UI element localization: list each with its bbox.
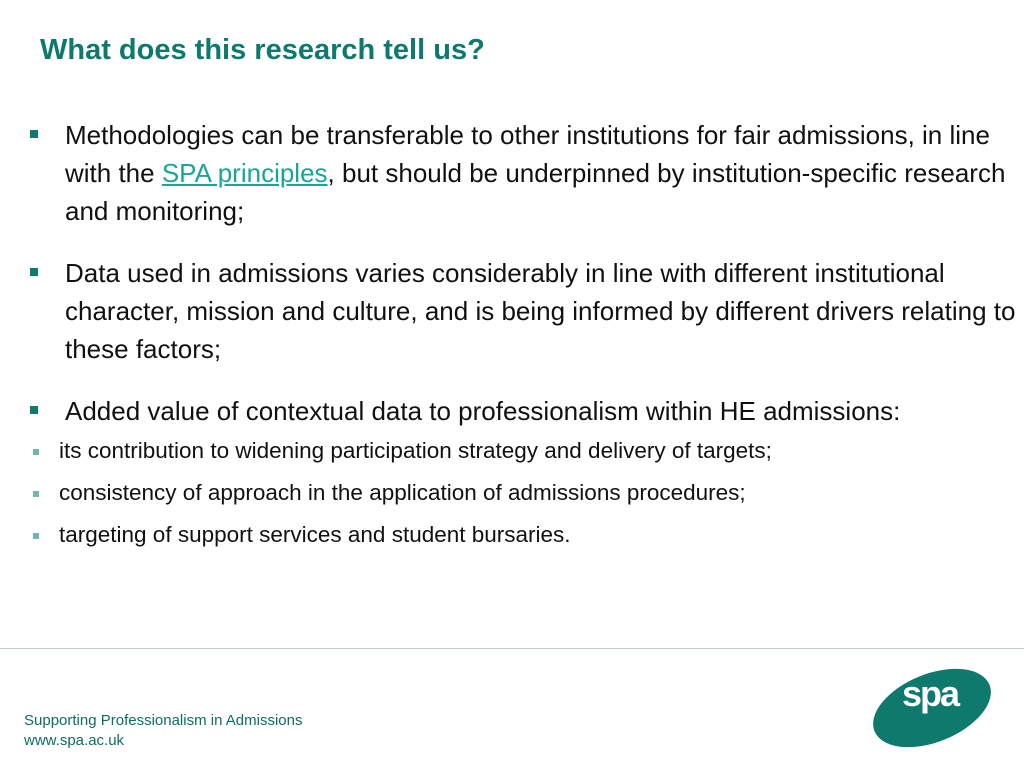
small-square-bullet-icon [33, 491, 39, 497]
sub-bullet-item [28, 520, 1018, 550]
sub-bullet-item [28, 436, 1018, 466]
bullet-item [28, 116, 1018, 230]
bullet-item [28, 254, 1018, 368]
square-bullet-icon [30, 268, 38, 276]
bullet-text: Data used in admissions varies considerably in line with different institutional character, mission and culture, and is being informed by different drivers relating to these factors; [65, 258, 1016, 364]
small-square-bullet-icon [33, 533, 39, 539]
sub-bullet-list [28, 436, 1018, 550]
square-bullet-icon [30, 406, 38, 414]
slide-title: What does this research tell us? [40, 34, 485, 66]
footer [24, 711, 302, 751]
small-square-bullet-icon [33, 449, 39, 455]
footer-divider [0, 648, 1024, 649]
spa-principles-link[interactable]: SPA principles [161, 158, 328, 188]
footer-tagline: Supporting Professionalism in Admissions [24, 712, 303, 729]
bullet-text: Added value of contextual data to professionalism within HE admissions: [65, 396, 901, 426]
sub-bullet-text: its contribution to widening participation strategy and delivery of targets; [59, 438, 772, 463]
spa-logo-icon [868, 666, 996, 748]
svg-text:spa: spa [901, 673, 959, 714]
sub-bullet-item [28, 478, 1018, 508]
square-bullet-icon [30, 130, 38, 138]
footer-url[interactable]: www.spa.ac.uk [24, 732, 125, 749]
bullet-list [28, 116, 1018, 562]
bullet-item [28, 392, 1018, 430]
bullet-text: , but should be underpinned by institution-specific research and monitoring; [65, 158, 1006, 226]
sub-bullet-text: consistency of approach in the application of admissions procedures; [59, 480, 746, 505]
bullet-text: Methodologies can be transferable to other institutions for fair admissions, in line with the [65, 120, 990, 188]
sub-bullet-text: targeting of support services and student bursaries. [59, 522, 571, 547]
